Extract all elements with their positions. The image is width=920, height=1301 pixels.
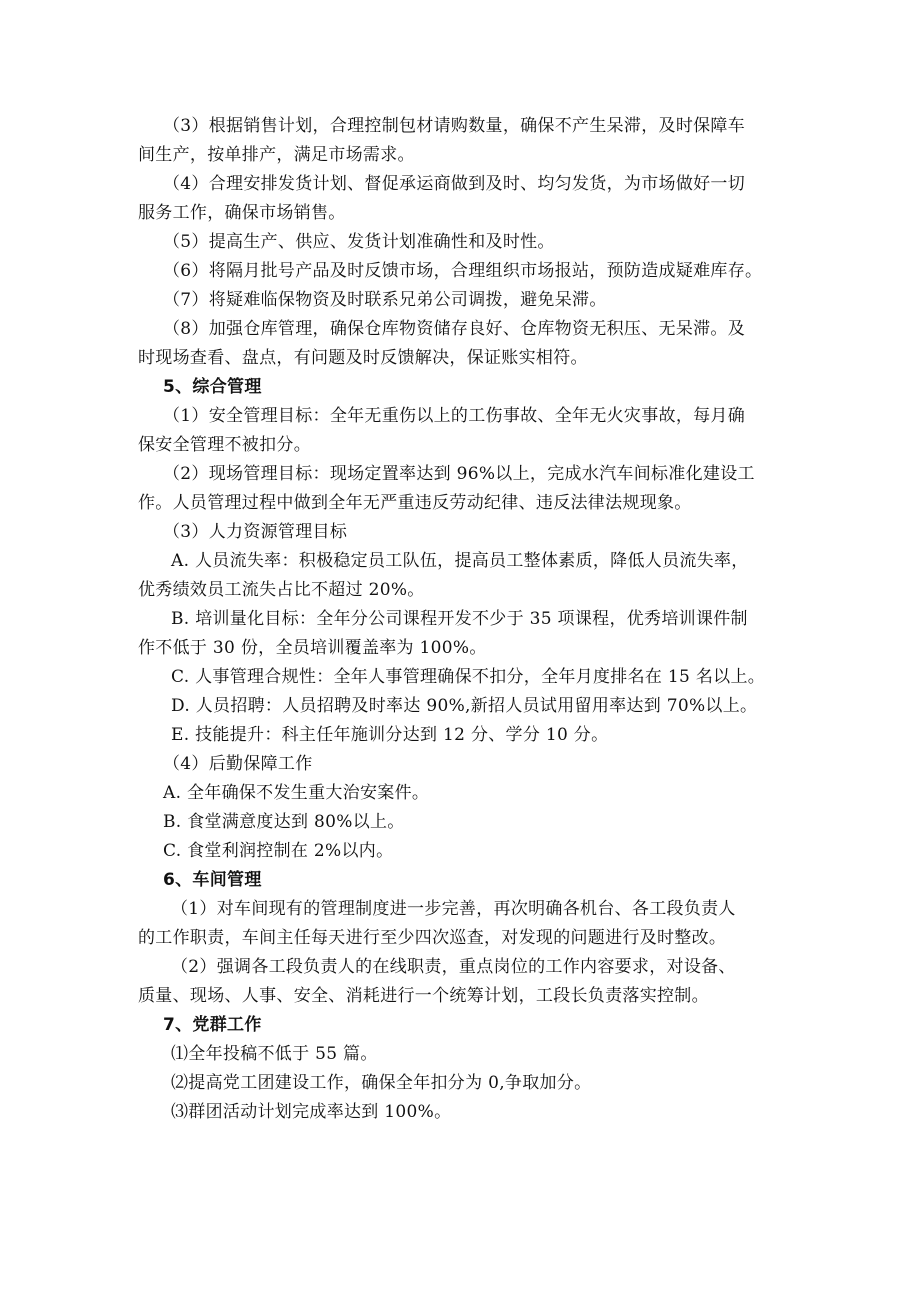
text-line: 间生产，按单排产，满足市场需求。 <box>138 145 415 165</box>
text-line: B. 食堂满意度达到 80%以上。 <box>163 812 405 832</box>
section-heading: 5、综合管理 <box>163 377 262 397</box>
section-heading: 7、党群工作 <box>163 1015 262 1035</box>
text-line: （3）人力资源管理目标 <box>163 522 348 542</box>
text-line: （1）安全管理目标：全年无重伤以上的工伤事故、全年无火灾事故，每月确 <box>163 406 746 426</box>
text-line: A. 全年确保不发生重大治安案件。 <box>163 783 430 803</box>
text-line: （4）合理安排发货计划、督促承运商做到及时、均匀发货，为市场做好一切 <box>163 174 746 194</box>
text-line: B. 培训量化目标：全年分公司课程开发不少于 35 项课程，优秀培训课件制 <box>171 609 748 629</box>
text-line: E. 技能提升：科主任年施训分达到 12 分、学分 10 分。 <box>171 725 609 745</box>
text-line: A. 人员流失率：积极稳定员工队伍，提高员工整体素质，降低人员流失率， <box>171 551 749 571</box>
text-line: （5）提高生产、供应、发货计划准确性和及时性。 <box>163 232 555 252</box>
text-line: （7）将疑难临保物资及时联系兄弟公司调拨，避免呆滞。 <box>163 290 607 310</box>
text-line: （1）对车间现有的管理制度进一步完善，再次明确各机台、各工段负责人 <box>171 899 736 919</box>
text-line: 服务工作，确保市场销售。 <box>138 203 346 223</box>
text-line: （8）加强仓库管理，确保仓库物资储存良好、仓库物资无积压、无呆滞。及 <box>163 319 746 339</box>
text-line: 作不低于 30 份，全员培训覆盖率为 100%。 <box>138 638 487 658</box>
text-line: 质量、现场、人事、安全、消耗进行一个统筹计划，工段长负责落实控制。 <box>138 986 709 1006</box>
text-line: （4）后勤保障工作 <box>163 754 313 774</box>
text-line: （3）根据销售计划，合理控制包材请购数量，确保不产生呆滞，及时保障车 <box>163 116 746 136</box>
text-line: C. 食堂利润控制在 2%以内。 <box>163 841 394 861</box>
text-line: ⑵提高党工团建设工作，确保全年扣分为 0,争取加分。 <box>171 1073 592 1093</box>
text-line: 优秀绩效员工流失占比不超过 20%。 <box>138 580 425 600</box>
text-line: （2）强调各工段负责人的在线职责，重点岗位的工作内容要求，对设备、 <box>171 957 736 977</box>
text-line: （2）现场管理目标：现场定置率达到 96%以上，完成水汽车间标准化建设工 <box>163 464 755 484</box>
text-line: 的工作职责，车间主任每天进行至少四次巡查，对发现的问题进行及时整改。 <box>138 928 727 948</box>
section-heading: 6、车间管理 <box>163 870 262 890</box>
text-line: C. 人事管理合规性：全年人事管理确保不扣分，全年月度排名在 15 名以上。 <box>171 667 766 687</box>
text-line: （6）将隔月批号产品及时反馈市场，合理组织市场报站，预防造成疑难库存。 <box>163 261 763 281</box>
text-line: 作。人员管理过程中做到全年无严重违反劳动纪律、违反法律法规现象。 <box>138 493 692 513</box>
text-line: D. 人员招聘：人员招聘及时率达 90%,新招人员试用留用率达到 70%以上。 <box>171 696 758 716</box>
text-line: 时现场查看、盘点，有问题及时反馈解决，保证账实相符。 <box>138 348 588 368</box>
text-line: ⑴全年投稿不低于 55 篇。 <box>171 1044 378 1064</box>
text-line: ⑶群团活动计划完成率达到 100%。 <box>171 1102 452 1122</box>
text-line: 保安全管理不被扣分。 <box>138 435 311 455</box>
